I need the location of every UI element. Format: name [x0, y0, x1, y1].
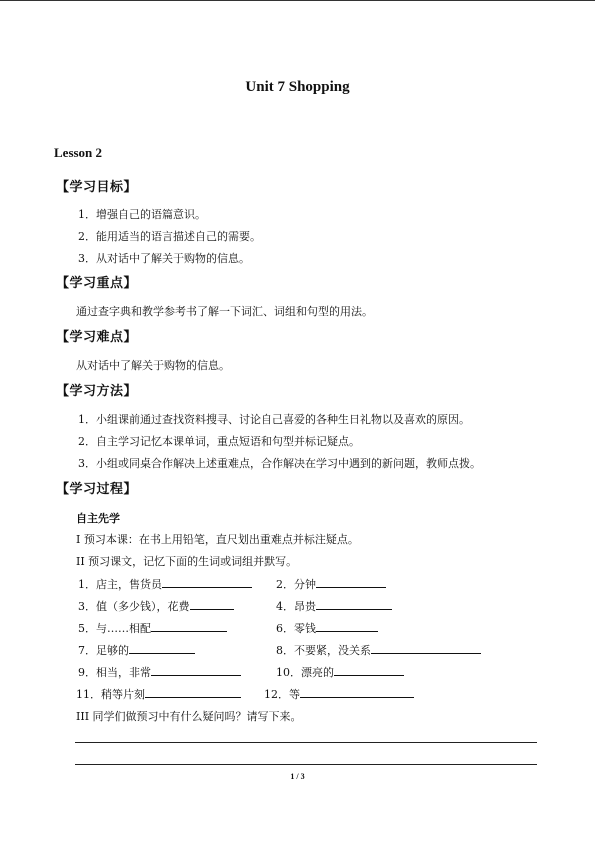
answer-blank[interactable]	[162, 575, 252, 588]
difficult-points-text: 从对话中了解关于购物的信息。	[76, 359, 230, 372]
answer-blank[interactable]	[316, 575, 386, 588]
vocab-item	[78, 641, 195, 658]
vocab-item	[264, 685, 414, 702]
self-study-subheading: 自主先学	[76, 512, 120, 525]
answer-blank[interactable]	[129, 641, 195, 654]
vocab-item	[78, 663, 241, 680]
answer-blank[interactable]	[190, 597, 234, 610]
answer-blank[interactable]	[300, 685, 414, 698]
answer-blank[interactable]	[316, 619, 378, 632]
heading-key-points: 【学习重点】	[56, 276, 138, 291]
vocab-label: 10．漂亮的	[276, 666, 334, 679]
vocab-item	[276, 597, 392, 614]
answer-blank[interactable]	[334, 663, 404, 676]
heading-process: 【学习过程】	[56, 482, 138, 497]
step-questions: III 同学们做预习中有什么疑问吗？请写下来。	[76, 710, 302, 723]
page-number: 1 / 3	[290, 772, 305, 781]
answer-blank[interactable]	[151, 619, 227, 632]
lesson-label: Lesson 2	[54, 145, 103, 160]
vocab-item	[276, 575, 386, 592]
heading-methods: 【学习方法】	[56, 384, 138, 399]
vocab-item	[276, 619, 378, 636]
vocab-item	[76, 685, 241, 702]
goal-item: 3．从对话中了解关于购物的信息。	[78, 252, 250, 265]
page-title: Unit 7 Shopping	[245, 79, 350, 95]
heading-difficult-points: 【学习难点】	[56, 330, 138, 345]
vocab-label: 3．值（多少钱），花费	[78, 600, 190, 613]
step-memorize: II 预习课文，记忆下面的生词或词组并默写。	[76, 555, 298, 568]
heading-goals: 【学习目标】	[56, 180, 138, 195]
vocab-label: 6．零钱	[276, 622, 316, 635]
top-border-line	[0, 0, 595, 1]
vocab-label: 4．昂贵	[276, 600, 316, 613]
answer-blank[interactable]	[316, 597, 392, 610]
writing-line[interactable]	[75, 764, 537, 765]
goal-item: 1．增强自己的语篇意识。	[78, 208, 206, 221]
goal-item: 2．能用适当的语言描述自己的需要。	[78, 230, 261, 243]
method-item: 3．小组或同桌合作解决上述重难点，合作解决在学习中遇到的新问题，教师点拨。	[78, 457, 481, 470]
vocab-label: 1．店主，售货员	[78, 578, 162, 591]
vocab-label: 9．相当，非常	[78, 666, 151, 679]
step-preview: I 预习本课：在书上用铅笔，直尺划出重难点并标注疑点。	[76, 533, 359, 546]
vocab-label: 5．与……相配	[78, 622, 151, 635]
vocab-label: 8．不要紧，没关系	[276, 644, 371, 657]
vocab-item	[78, 597, 234, 614]
vocab-label: 2．分钟	[276, 578, 316, 591]
answer-blank[interactable]	[145, 685, 241, 698]
vocab-item	[276, 641, 481, 658]
vocab-label: 7．足够的	[78, 644, 129, 657]
key-points-text: 通过查字典和教学参考书了解一下词汇、词组和句型的用法。	[76, 305, 373, 318]
answer-blank[interactable]	[371, 641, 481, 654]
vocab-label: 11．稍等片刻	[76, 688, 145, 701]
vocab-item	[78, 619, 227, 636]
vocab-item	[78, 575, 252, 592]
writing-line[interactable]	[75, 742, 537, 743]
method-item: 1．小组课前通过查找资料搜寻、讨论自己喜爱的各种生日礼物以及喜欢的原因。	[78, 413, 470, 426]
vocab-item	[276, 663, 404, 680]
method-item: 2．自主学习记忆本课单词，重点短语和句型并标记疑点。	[78, 435, 360, 448]
answer-blank[interactable]	[151, 663, 241, 676]
vocab-label: 12．等	[264, 688, 300, 701]
